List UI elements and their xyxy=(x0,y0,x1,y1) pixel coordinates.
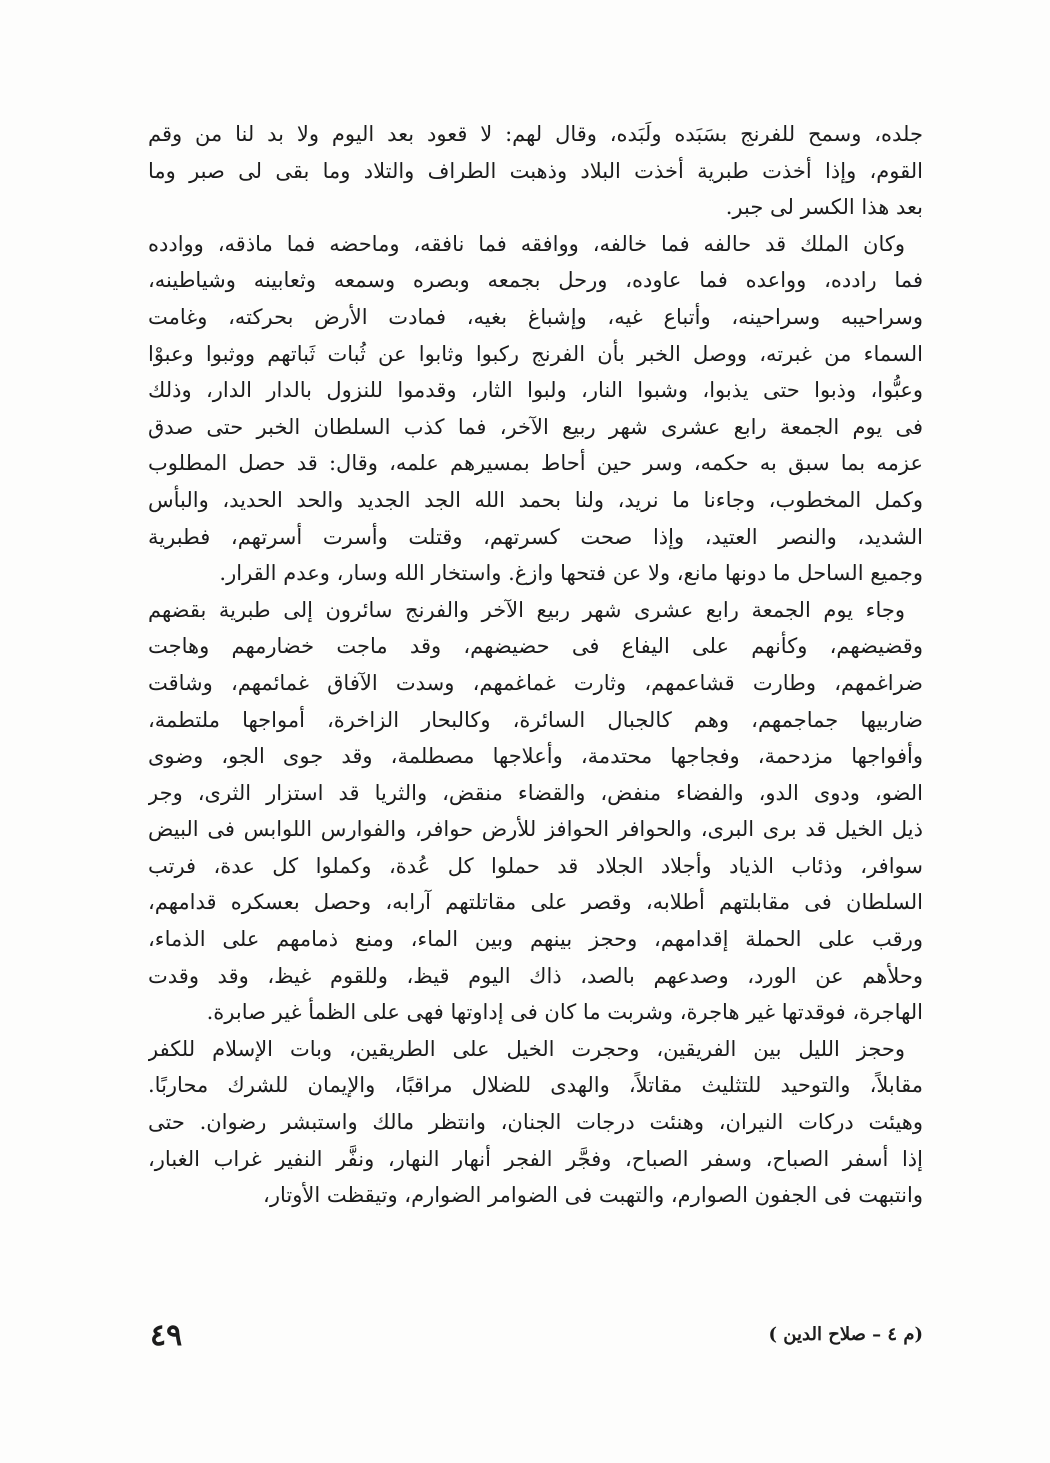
text-line: الهاجرة، فوقدتها غير هاجرة، وشربت ما كان فى إداوتها فهى على الظمأ غير صابرة. xyxy=(206,1000,923,1025)
text-line: السلطان فى مقابلتهم أطلابه، وقصر على مقاتلتهم آرابه، وحصل بعسكره قدامهم، xyxy=(148,890,923,915)
printer-signature: (م ٤ – صلاح الدين ) xyxy=(768,1324,923,1345)
text-line: ورقب على الحملة إقدامهم، وحجز بينهم وبين الماء، ومنع ذمامهم على الذماء، xyxy=(148,927,923,952)
text-line: وهيئت دركات النيران، وهنئت درجات الجنان، وانتظر مالك واستبشر رضوان. حتى xyxy=(148,1110,923,1135)
text-line: وعبُّوا، وذبوا حتى يذبوا، وشبوا النار، ولبوا الثار، وقدموا للنزول بالدار الدار، وذلك xyxy=(148,378,923,403)
text-line: وقضيضهم، وكأنهم على اليفاع فى حضيضهم، وقد ماجت خضارمهم وهاجت xyxy=(148,634,923,659)
text-line: عزمه بما سبق به حكمه، وسر حين أحاط بمسيرهم علمه، وقال: قد حصل المطلوب xyxy=(148,451,923,476)
page-number: ٤٩ xyxy=(150,1318,183,1353)
text-line: جلده، وسمح للفرنج بسَبَده ولَبَده، وقال لهم: لا قعود بعد اليوم ولا بد لنا من وقم xyxy=(148,122,923,146)
text-line: وجميع الساحل ما دونها مانع، ولا عن فتحها وازغ. واستخار الله وسار، وعدم القرار. xyxy=(219,561,923,586)
text-line: وحجز الليل بين الفريقين، وحجرت الخيل على الطريقين، وبات الإسلام للكفر xyxy=(148,1036,905,1061)
text-line: السماء من غبرته، ووصل الخبر بأن الفرنج ركبوا وثابوا عن ثُبات ثَباتهم ووثبوا وعبوْا xyxy=(148,341,923,366)
text-line: إذا أسفر الصباح، وسفر الصباح، وفجَّر الفجر أنهار النهار، ونفَّر النفير غراب الغبار، xyxy=(148,1146,923,1171)
text-line: فما رادده، وواعده فما عاوده، ورحل بجمعه وبصره وسمعه وثعابينه وشياطينه، xyxy=(148,268,923,293)
text-line: وكان الملك قد حالفه فما خالفه، ووافقه فما نافقه، وماحضه فما ماذقه، ووادده xyxy=(148,231,905,256)
text-line: وحلأهم عن الورد، وصدعهم بالصد، ذاك اليوم قيظ، وللقوم غيظ، وقد وقدت xyxy=(148,963,923,988)
text-line: وكمل المخطوب، وجاءنا ما نريد، ولنا بحمد الله الجد الجديد والحد الحديد، والبأس xyxy=(148,487,923,512)
text-line: ضراغمهم، وطارت قشاعمهم، وثارت غماغمهم، وسدت الآفاق غمائمهم، وشاقت xyxy=(148,670,923,695)
text-line: القوم، وإذا أخذت طبرية أخذت البلاد وذهبت الطراف والتلاد وما بقى لى صبر وما xyxy=(148,158,923,183)
text-line: مقابلاً، والتوحيد للتثليث مقاتلاً، والهدى للضلال مراقبًا، والإيمان للشرك محاربًا. xyxy=(148,1073,923,1098)
text-line: ضاربيها جماجمهم، وهم كالجبال السائرة، وكالبحار الزاخرة، أمواجها ملتطمة، xyxy=(148,707,923,732)
text-line: وسراحيبه وسراحينه، وأتباع غيه، وإشباغ بغيه، فمادت الأرض بحركته، وغامت xyxy=(148,304,923,329)
text-line: فى يوم الجمعة رابع عشرى شهر ربيع الآخر، فما كذب السلطان الخبر حتى صدق xyxy=(148,414,923,439)
text-line: الشديد، والنصر العتيد، وإذا صحت كسرتهم، وقتلت وأسرت أسرتهم، فطبرية xyxy=(148,524,923,549)
text-line: سوافر، وذئاب الذياد وأجلاد الجلاد قد حملوا كل عُدة، وكملوا كل عدة، فرتب xyxy=(148,853,923,878)
text-line: وانتبهت فى الجفون الصوارم، والتهبت فى الضوامر الضوارم، وتيقظت الأوتار، xyxy=(263,1183,923,1208)
text-line: وجاء يوم الجمعة رابع عشرى شهر ربيع الآخر والفرنج سائرون إلى طبرية بقضهم xyxy=(148,597,905,622)
text-line: بعد هذا الكسر لى جبر. xyxy=(725,195,923,220)
text-line: وأفواجها مزدحمة، وفجاجها محتدمة، وأعلاجها مصطلمة، وقد جوى الجو، وضوى xyxy=(148,744,923,769)
text-line: الضو، ودوى الدو، والفضاء منفض، والقضاء منقض، والثريا قد استزار الثرى، وجر xyxy=(148,780,923,805)
text-line: ذيل الخيل قد برى البرى، والحوافر الحوافز للأرض حوافر، والفوارس اللوابس فى البيض xyxy=(148,817,923,842)
body-text xyxy=(148,116,923,1214)
